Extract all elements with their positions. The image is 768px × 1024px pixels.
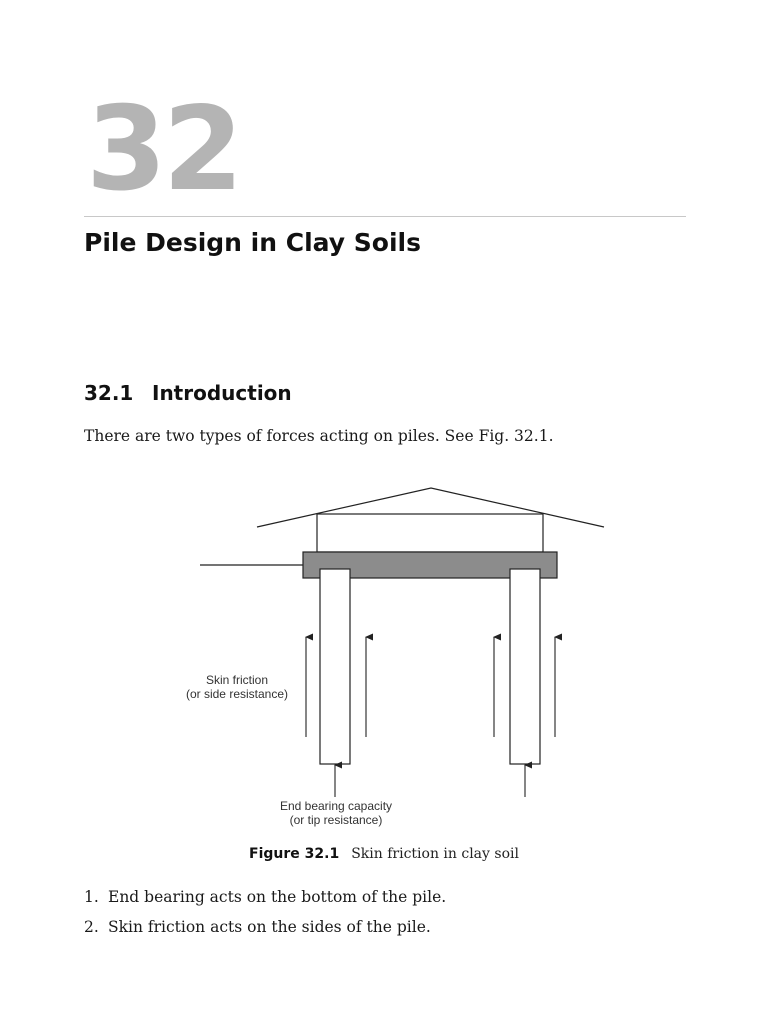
skin-friction-label-line1: Skin friction: [205, 673, 269, 687]
chapter-number: 32: [86, 82, 240, 217]
section-title: Introduction: [152, 381, 292, 405]
end-bearing-label-line1: End bearing capacity: [279, 799, 393, 813]
building-body: [317, 514, 543, 552]
numbered-list: [84, 888, 446, 948]
end-bearing-label: [256, 799, 416, 827]
building-roof: [257, 488, 604, 527]
list-item-text: End bearing acts on the bottom of the pile.: [108, 888, 447, 906]
end-bearing-label-line2: (or tip resistance): [289, 813, 383, 827]
intro-paragraph: There are two types of forces acting on piles. See Fig. 32.1.: [84, 427, 554, 445]
list-marker: 1.: [84, 888, 99, 906]
list-item: [84, 888, 446, 918]
list-marker: 2.: [84, 918, 99, 936]
figure-caption: [0, 845, 768, 863]
list-item: [84, 918, 446, 948]
skin-friction-label-line2: (or side resistance): [185, 687, 289, 701]
figure-caption-label: Figure 32.1: [249, 846, 340, 862]
right-pile: [510, 569, 540, 764]
chapter-title: Pile Design in Clay Soils: [84, 228, 421, 257]
left-pile: [320, 569, 350, 764]
figure-caption-text: Skin friction in clay soil: [351, 846, 519, 862]
skin-friction-label: [167, 673, 307, 701]
section-number: 32.1: [84, 381, 134, 405]
list-item-text: Skin friction acts on the sides of the pile.: [108, 918, 431, 936]
